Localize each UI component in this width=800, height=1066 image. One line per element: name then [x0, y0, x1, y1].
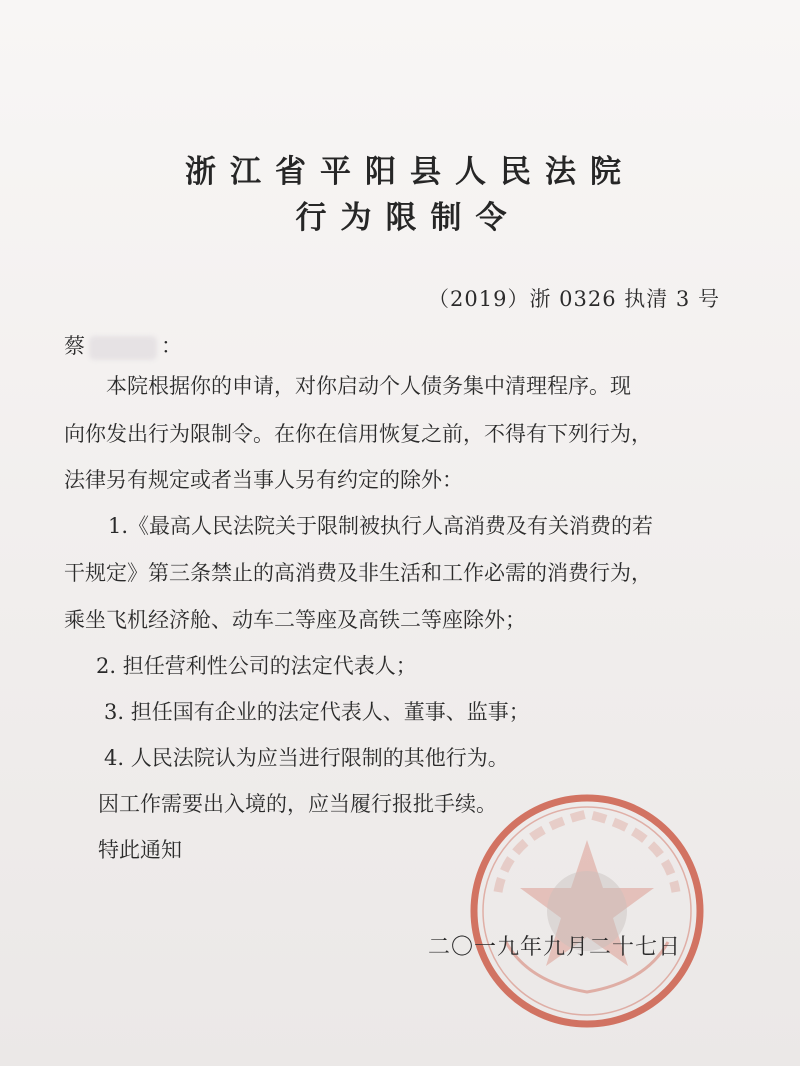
court-name-title: 浙江省平阳县人民法院 [185, 154, 635, 190]
body-line: 干规定》第三条禁止的高消费及非生活和工作必需的消费行为， [64, 561, 652, 585]
body-line: 乘坐飞机经济舱、动车二等座及高铁二等座除外； [64, 608, 526, 632]
list-item-2: 2. 担任营利性公司的法定代表人； [96, 654, 417, 678]
body-line: 向你发出行为限制令。在你在信用恢复之前，不得有下列行为， [64, 422, 652, 446]
redacted-name [89, 336, 157, 360]
closing-line: 特此通知 [98, 838, 182, 862]
addressee-surname: 蔡 [64, 334, 85, 358]
body-line: 本院根据你的申请，对你启动个人债务集中清理程序。现 [106, 374, 631, 398]
body-line: 法律另有规定或者当事人另有约定的除外： [64, 468, 463, 492]
addressee-colon: ： [161, 334, 182, 358]
court-seal-icon [468, 792, 706, 1030]
list-item-3: 3. 担任国有企业的法定代表人、董事、监事； [104, 700, 530, 724]
body-line: 因工作需要出入境的，应当履行报批手续。 [98, 792, 497, 816]
list-item-4: 4. 人民法院认为应当进行限制的其他行为。 [104, 746, 509, 770]
issue-date: 二〇一九年九月二十七日 [428, 935, 682, 960]
case-number: （2019）浙 0326 执清 3 号 [428, 287, 720, 311]
addressee [64, 330, 182, 360]
list-item-1: 1.《最高人民法院关于限制被执行人高消费及有关消费的若 [108, 514, 654, 538]
order-title: 行为限制令 [295, 200, 521, 236]
